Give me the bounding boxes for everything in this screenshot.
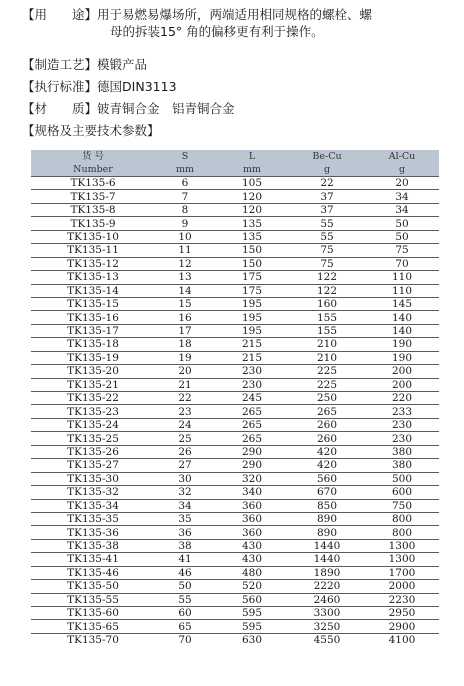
cell-s: 20 <box>155 365 215 378</box>
cell-l: 340 <box>215 486 289 499</box>
cell-al-cu: 4100 <box>388 634 416 647</box>
table-row <box>31 244 439 257</box>
cell-l: 290 <box>215 459 289 472</box>
cell-part-number: TK135-13 <box>31 271 155 284</box>
cell-al-cu: 1700 <box>365 566 439 579</box>
cell-be-cu: 210 <box>289 338 365 351</box>
cell-al-cu: 1300 <box>365 539 439 552</box>
table-row <box>31 472 439 485</box>
process-label: 制造工艺 <box>34 57 85 72</box>
cell-s: 27 <box>155 459 215 472</box>
cell-part-number: TK135-9 <box>31 217 155 230</box>
bracket-open: 【 <box>22 123 35 138</box>
cell-al-cu: 2230 <box>365 593 439 606</box>
cell-s: 17 <box>155 324 215 337</box>
process-text: 模锻产品 <box>97 57 148 72</box>
cell-al-cu: 200 <box>365 378 439 391</box>
cell-be-cu: 155 <box>289 324 365 337</box>
table-row <box>31 526 439 539</box>
cell-be-cu: 160 <box>289 297 365 310</box>
cell-be-cu: 75 <box>289 244 365 257</box>
bracket-close: 】 <box>84 79 98 94</box>
table-row <box>31 324 439 337</box>
unit-l: mm <box>215 163 289 177</box>
cell-l: 265 <box>215 405 289 418</box>
cell-al-cu: 190 <box>365 351 439 364</box>
cell-s: 55 <box>155 593 215 606</box>
cell-s: 35 <box>155 512 215 525</box>
cell-s: 19 <box>155 351 215 364</box>
cell-be-cu: 3250 <box>289 620 365 633</box>
bracket-close: 】 <box>84 57 98 72</box>
bracket-open: 【 <box>22 79 35 94</box>
cell-l: 215 <box>215 338 289 351</box>
cell-al-cu: 75 <box>365 244 439 257</box>
cell-part-number: TK135-19 <box>31 351 155 364</box>
cell-part-number: TK135-60 <box>31 607 155 620</box>
cell-l: 360 <box>215 526 289 539</box>
cell-al-cu: 200 <box>365 365 439 378</box>
cell-be-cu: 890 <box>289 512 365 525</box>
table-row <box>31 566 439 579</box>
cell-s: 6 <box>155 177 215 190</box>
cell-be-cu: 260 <box>289 418 365 431</box>
cell-al-cu: 233 <box>365 405 439 418</box>
usage-spec <box>22 6 372 40</box>
cell-be-cu: 265 <box>289 405 365 418</box>
cell-l: 430 <box>215 553 289 566</box>
bracket-open: 【 <box>22 101 35 116</box>
cell-l: 265 <box>215 432 289 445</box>
cell-l: 195 <box>215 311 289 324</box>
unit-number: Number <box>31 163 155 177</box>
cell-al-cu: 230 <box>365 418 439 431</box>
cell-s: 30 <box>155 472 215 485</box>
cell-l: 360 <box>215 499 289 512</box>
cell-s: 41 <box>155 553 215 566</box>
cell-part-number: TK135-35 <box>31 512 155 525</box>
table-row <box>31 217 439 230</box>
table-row <box>31 378 439 391</box>
cell-part-number: TK135-50 <box>31 580 155 593</box>
bracket-close: 】 <box>84 101 98 116</box>
cell-s: 24 <box>155 418 215 431</box>
cell-part-number: TK135-46 <box>31 566 155 579</box>
cell-part-number: TK135-34 <box>31 499 155 512</box>
cell-part-number: TK135-20 <box>31 365 155 378</box>
cell-al-cu: 230 <box>365 432 439 445</box>
standard-label: 执行标准 <box>34 79 85 94</box>
standard-text: 德国DIN3113 <box>97 79 177 94</box>
cell-be-cu: 670 <box>289 486 365 499</box>
cell-s: 10 <box>155 230 215 243</box>
cell-s: 23 <box>155 405 215 418</box>
cell-s: 36 <box>155 526 215 539</box>
cell-be-cu: 1890 <box>289 566 365 579</box>
header-part-number: 货 号 <box>31 150 155 163</box>
usage-text-line-2: 母的拆装15° 角的偏移更有利于操作。 <box>110 24 324 39</box>
table-row <box>31 486 439 499</box>
header-l: L <box>215 150 289 163</box>
cell-s: 14 <box>155 284 215 297</box>
cell-be-cu: 37 <box>289 203 365 216</box>
cell-al-cu: 34 <box>365 190 439 203</box>
cell-part-number: TK135-18 <box>31 338 155 351</box>
table-row <box>31 338 439 351</box>
cell-part-number: TK135-23 <box>31 405 155 418</box>
cell-al-cu: 50 <box>365 230 439 243</box>
cell-l: 290 <box>215 445 289 458</box>
cell-l: 230 <box>215 365 289 378</box>
table-row <box>31 365 439 378</box>
cell-part-number: TK135-32 <box>31 486 155 499</box>
cell-be-cu: 1440 <box>289 553 365 566</box>
cell-part-number: TK135-21 <box>31 378 155 391</box>
cell-s: 15 <box>155 297 215 310</box>
cell-part-number: TK135-7 <box>31 190 155 203</box>
table-row <box>31 230 439 243</box>
table-row <box>31 553 439 566</box>
table-row <box>31 432 439 445</box>
cell-part-number: TK135-17 <box>31 324 155 337</box>
material-label: 材 质 <box>34 101 85 116</box>
cell-al-cu: 2000 <box>365 580 439 593</box>
cell-s: 65 <box>155 620 215 633</box>
cell-be-cu: 260 <box>289 432 365 445</box>
table-row <box>31 257 439 270</box>
bracket-open: 【 <box>22 7 35 22</box>
cell-l: 135 <box>215 230 289 243</box>
cell-l: 120 <box>215 190 289 203</box>
cell-al-cu: 380 <box>365 445 439 458</box>
cell-s: 38 <box>155 539 215 552</box>
cell-s: 70 <box>178 634 192 647</box>
cell-al-cu: 600 <box>365 486 439 499</box>
cell-be-cu: 122 <box>289 284 365 297</box>
table-body <box>31 177 439 647</box>
cell-al-cu: 2900 <box>365 620 439 633</box>
bracket-open: 【 <box>22 57 35 72</box>
table-row <box>31 284 439 297</box>
cell-s: 46 <box>155 566 215 579</box>
cell-s: 11 <box>155 244 215 257</box>
cell-l: 150 <box>215 244 289 257</box>
cell-s: 25 <box>155 432 215 445</box>
table-row <box>31 499 439 512</box>
cell-s: 34 <box>155 499 215 512</box>
cell-part-number: TK135-41 <box>31 553 155 566</box>
cell-l: 265 <box>215 418 289 431</box>
cell-be-cu: 22 <box>289 177 365 190</box>
cell-al-cu: 500 <box>365 472 439 485</box>
cell-al-cu: 800 <box>365 512 439 525</box>
cell-al-cu: 70 <box>365 257 439 270</box>
cell-part-number: TK135-16 <box>31 311 155 324</box>
cell-part-number: TK135-15 <box>31 297 155 310</box>
cell-be-cu: 4550 <box>313 634 341 647</box>
cell-be-cu: 55 <box>289 230 365 243</box>
table-row <box>31 512 439 525</box>
cell-al-cu: 220 <box>365 392 439 405</box>
cell-al-cu: 190 <box>365 338 439 351</box>
table-row <box>31 392 439 405</box>
cell-be-cu: 2460 <box>289 593 365 606</box>
cell-al-cu: 1300 <box>365 553 439 566</box>
usage-label: 用 途 <box>34 7 85 22</box>
cell-al-cu: 2950 <box>365 607 439 620</box>
cell-s: 12 <box>155 257 215 270</box>
table-row <box>31 580 439 593</box>
material-spec <box>22 100 235 117</box>
cell-al-cu: 110 <box>365 271 439 284</box>
cell-al-cu: 750 <box>365 499 439 512</box>
cell-al-cu: 140 <box>365 311 439 324</box>
cell-l: 520 <box>215 580 289 593</box>
unit-be-cu: g <box>289 163 365 177</box>
usage-text-line-1: 用于易燃易爆场所，两端适用相同规格的螺栓、螺 <box>97 7 373 22</box>
cell-part-number: TK135-70 <box>67 634 119 647</box>
cell-part-number: TK135-27 <box>31 459 155 472</box>
cell-s: 8 <box>155 203 215 216</box>
cell-l: 320 <box>215 472 289 485</box>
process-spec <box>22 56 147 73</box>
cell-part-number: TK135-65 <box>31 620 155 633</box>
cell-l: 135 <box>215 217 289 230</box>
header-al-cu: Al-Cu <box>365 150 439 163</box>
table-row <box>31 418 439 431</box>
cell-l: 480 <box>215 566 289 579</box>
table-row <box>31 351 439 364</box>
cell-be-cu: 225 <box>289 378 365 391</box>
cell-s: 13 <box>155 271 215 284</box>
table-row <box>31 190 439 203</box>
cell-be-cu: 3300 <box>289 607 365 620</box>
cell-al-cu: 380 <box>365 459 439 472</box>
cell-be-cu: 420 <box>289 445 365 458</box>
cell-be-cu: 250 <box>289 392 365 405</box>
cell-be-cu: 37 <box>289 190 365 203</box>
standard-spec <box>22 78 177 95</box>
cell-al-cu: 145 <box>365 297 439 310</box>
cell-s: 32 <box>155 486 215 499</box>
cell-be-cu: 225 <box>289 365 365 378</box>
cell-part-number: TK135-25 <box>31 432 155 445</box>
table-row <box>31 607 439 620</box>
cell-part-number: TK135-55 <box>31 593 155 606</box>
cell-be-cu: 55 <box>289 217 365 230</box>
bracket-close: 】 <box>147 123 160 138</box>
cell-be-cu: 890 <box>289 526 365 539</box>
table-row <box>31 297 439 310</box>
cell-be-cu: 75 <box>289 257 365 270</box>
cell-part-number: TK135-38 <box>31 539 155 552</box>
cell-s: 18 <box>155 338 215 351</box>
cell-l: 195 <box>215 324 289 337</box>
table-row <box>31 459 439 472</box>
cell-s: 60 <box>155 607 215 620</box>
params-label: 规格及主要技术参数 <box>34 123 148 138</box>
cell-l: 175 <box>215 284 289 297</box>
cell-s: 22 <box>155 392 215 405</box>
spec-table <box>31 150 439 646</box>
table-row <box>31 620 439 633</box>
cell-be-cu: 420 <box>289 459 365 472</box>
cell-l: 215 <box>215 351 289 364</box>
cell-part-number: TK135-11 <box>31 244 155 257</box>
cell-part-number: TK135-30 <box>31 472 155 485</box>
cell-l: 595 <box>215 620 289 633</box>
header-be-cu: Be-Cu <box>289 150 365 163</box>
cell-al-cu: 20 <box>365 177 439 190</box>
cell-al-cu: 34 <box>365 203 439 216</box>
cell-be-cu: 850 <box>289 499 365 512</box>
unit-s: mm <box>155 163 215 177</box>
cell-be-cu: 2220 <box>289 580 365 593</box>
table-row <box>31 593 439 606</box>
cell-al-cu: 50 <box>365 217 439 230</box>
table-row <box>31 203 439 216</box>
cell-be-cu: 155 <box>289 311 365 324</box>
cell-s: 16 <box>155 311 215 324</box>
material-text: 铍青铜合金 铝青铜合金 <box>97 101 235 116</box>
cell-l: 430 <box>215 539 289 552</box>
cell-be-cu: 1440 <box>289 539 365 552</box>
params-heading <box>22 122 160 139</box>
cell-l: 195 <box>215 297 289 310</box>
cell-s: 7 <box>155 190 215 203</box>
cell-l: 230 <box>215 378 289 391</box>
cell-be-cu: 122 <box>289 271 365 284</box>
cell-l: 105 <box>215 177 289 190</box>
table-row <box>31 633 439 646</box>
cell-l: 150 <box>215 257 289 270</box>
cell-s: 9 <box>155 217 215 230</box>
cell-s: 50 <box>155 580 215 593</box>
cell-al-cu: 800 <box>365 526 439 539</box>
cell-al-cu: 110 <box>365 284 439 297</box>
unit-al-cu: g <box>365 163 439 177</box>
cell-al-cu: 140 <box>365 324 439 337</box>
cell-l: 245 <box>215 392 289 405</box>
cell-be-cu: 560 <box>289 472 365 485</box>
cell-be-cu: 210 <box>289 351 365 364</box>
cell-part-number: TK135-8 <box>31 203 155 216</box>
cell-part-number: TK135-22 <box>31 392 155 405</box>
cell-s: 21 <box>155 378 215 391</box>
cell-l: 120 <box>215 203 289 216</box>
table-row <box>31 539 439 552</box>
table-row <box>31 177 439 190</box>
cell-l: 630 <box>241 634 263 647</box>
cell-part-number: TK135-10 <box>31 230 155 243</box>
cell-l: 360 <box>215 512 289 525</box>
bracket-close: 】 <box>84 7 98 22</box>
cell-part-number: TK135-6 <box>31 177 155 190</box>
table-row <box>31 271 439 284</box>
cell-part-number: TK135-26 <box>31 445 155 458</box>
cell-part-number: TK135-36 <box>31 526 155 539</box>
table-row <box>31 311 439 324</box>
cell-l: 175 <box>215 271 289 284</box>
cell-s: 26 <box>155 445 215 458</box>
table-header-row <box>31 150 439 163</box>
table-unit-row <box>31 163 439 177</box>
cell-part-number: TK135-14 <box>31 284 155 297</box>
cell-l: 595 <box>215 607 289 620</box>
table-row <box>31 445 439 458</box>
cell-l: 560 <box>215 593 289 606</box>
cell-part-number: TK135-24 <box>31 418 155 431</box>
header-s: S <box>155 150 215 163</box>
cell-part-number: TK135-12 <box>31 257 155 270</box>
table-row <box>31 405 439 418</box>
